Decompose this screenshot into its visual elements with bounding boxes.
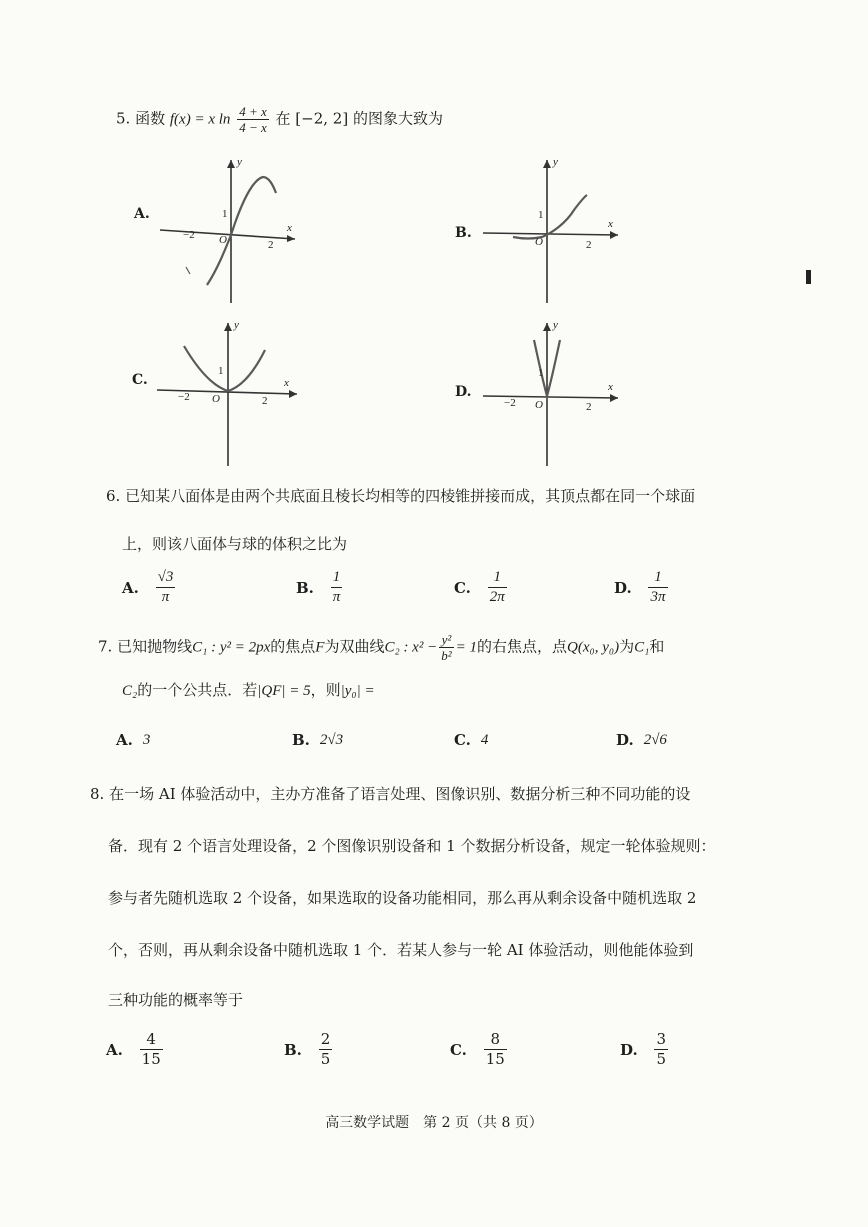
q8-stem-line3: 参与者先随机选取 2 个设备，如果选取的设备功能相同，那么再从剩余设备中随机选取 2 [108, 889, 697, 907]
q5-number: 5. [116, 109, 131, 128]
tick-1: 1 [538, 209, 544, 221]
q5-graph-c[interactable] [152, 318, 302, 468]
q5-graph-d[interactable] [478, 318, 628, 468]
q8-stem-line1: 8. 在一场 AI 体验活动中，主办方准备了语言处理、图像识别、数据分析三种不同功能的设 [90, 785, 691, 803]
x-axis-label: x [608, 218, 613, 230]
y-axis-label: y [234, 319, 239, 331]
x-axis-label: x [287, 222, 292, 234]
q7-option-c[interactable]: C. 4 [454, 731, 489, 749]
y-axis-label: y [553, 319, 558, 331]
tick-neg-2: −2 [504, 397, 516, 409]
q7-option-d[interactable]: D. 2√6 [616, 731, 667, 749]
q6-option-c[interactable]: C. $\frac{1}{2\pi}$ [454, 569, 505, 605]
q6-option-a[interactable]: A. $\frac{√3}{\pi}$ [122, 569, 174, 605]
q6-option-b[interactable]: B. $\frac{1}{\pi}$ [296, 569, 341, 605]
q5-graph-a[interactable] [155, 155, 305, 305]
q8-option-b[interactable]: B. $\frac{2}{5}$ [284, 1030, 331, 1068]
tick-1: 1 [222, 208, 228, 220]
q7-stem-line1: 7. 已知抛物线C₁ : y² = 2px的焦点F为双曲线C₂ : x² − $\frac{\text{y²}}{\text{b²}}$ = 1的右焦点，点Q(x₀, y₀)为C₁和 [98, 632, 665, 663]
q6-number: 6. [106, 487, 121, 505]
q5-stem: 5. 函数 f(x) = x ln $\frac{4 + x}{4 - x}$ 在 [−2, 2] 的图象大致为 [116, 104, 443, 135]
q5-fraction: $\frac{4 + x}{4 - x}$ [239, 104, 267, 135]
origin-label: O [535, 399, 543, 411]
y-axis-label: y [553, 156, 558, 168]
q7-option-a[interactable]: A. 3 [116, 731, 151, 749]
scan-edge-mark [806, 270, 811, 284]
q5-option-c-label: C. [132, 372, 148, 388]
q6-option-d[interactable]: D. $\frac{1}{3\pi}$ [614, 569, 666, 605]
q7-option-b[interactable]: B. 2√3 [292, 731, 344, 749]
q5-option-d-label: D. [455, 384, 472, 400]
tick-pos-2: 2 [262, 395, 268, 407]
tick-pos-2: 2 [586, 239, 592, 251]
origin-label: O [535, 236, 543, 248]
tick-1: 1 [538, 367, 544, 379]
x-axis-label: x [284, 377, 289, 389]
origin-label: O [219, 234, 227, 246]
q8-stem-line2: 备．现有 2 个语言处理设备，2 个图像识别设备和 1 个数据分析设备，规定一轮体验规则： [108, 837, 716, 855]
q5-graph-b[interactable] [478, 155, 628, 305]
tick-pos-2: 2 [586, 401, 592, 413]
q7-hyperbola: C₂ : x² − [384, 639, 438, 656]
q5-option-b-label: B. [455, 225, 472, 241]
tick-neg-2: −2 [178, 391, 190, 403]
q8-option-a[interactable]: A. $\frac{4}{15}$ [106, 1030, 161, 1068]
page-footer: 高三数学试题 第 2 页（共 8 页） [325, 1115, 543, 1131]
q6-stem-line1: 6. 已知某八面体是由两个共底面且棱长均相等的四棱锥拼接而成，其顶点都在同一个球面 [106, 487, 696, 505]
tick-1: 1 [218, 365, 224, 377]
tick-pos-2: 2 [268, 239, 274, 251]
q8-stem-line5: 三种功能的概率等于 [108, 991, 244, 1009]
q7-stem-line2: C₂的一个公共点．若|QF| = 5，则|y₀| = [122, 681, 375, 699]
q8-option-d[interactable]: D. $\frac{3}{5}$ [620, 1030, 667, 1068]
origin-label: O [212, 393, 220, 405]
tick-neg-2: −2 [183, 229, 195, 241]
q6-stem-line2: 上，则该八面体与球的体积之比为 [122, 535, 348, 553]
q7-parabola: C₁ : y² = 2px [192, 639, 271, 656]
q8-stem-line4: 个，否则，再从剩余设备中随机选取 1 个．若某人参与一轮 AI 体验活动，则他能体验到 [108, 941, 694, 959]
q5-function: f(x) = x ln [169, 111, 231, 128]
x-axis-label: x [608, 381, 613, 393]
q8-option-c[interactable]: C. $\frac{8}{15}$ [450, 1030, 505, 1068]
q7-number: 7. [98, 637, 113, 656]
q8-number: 8. [90, 785, 105, 803]
q5-option-a-label: A. [134, 206, 150, 222]
y-axis-label: y [237, 156, 242, 168]
